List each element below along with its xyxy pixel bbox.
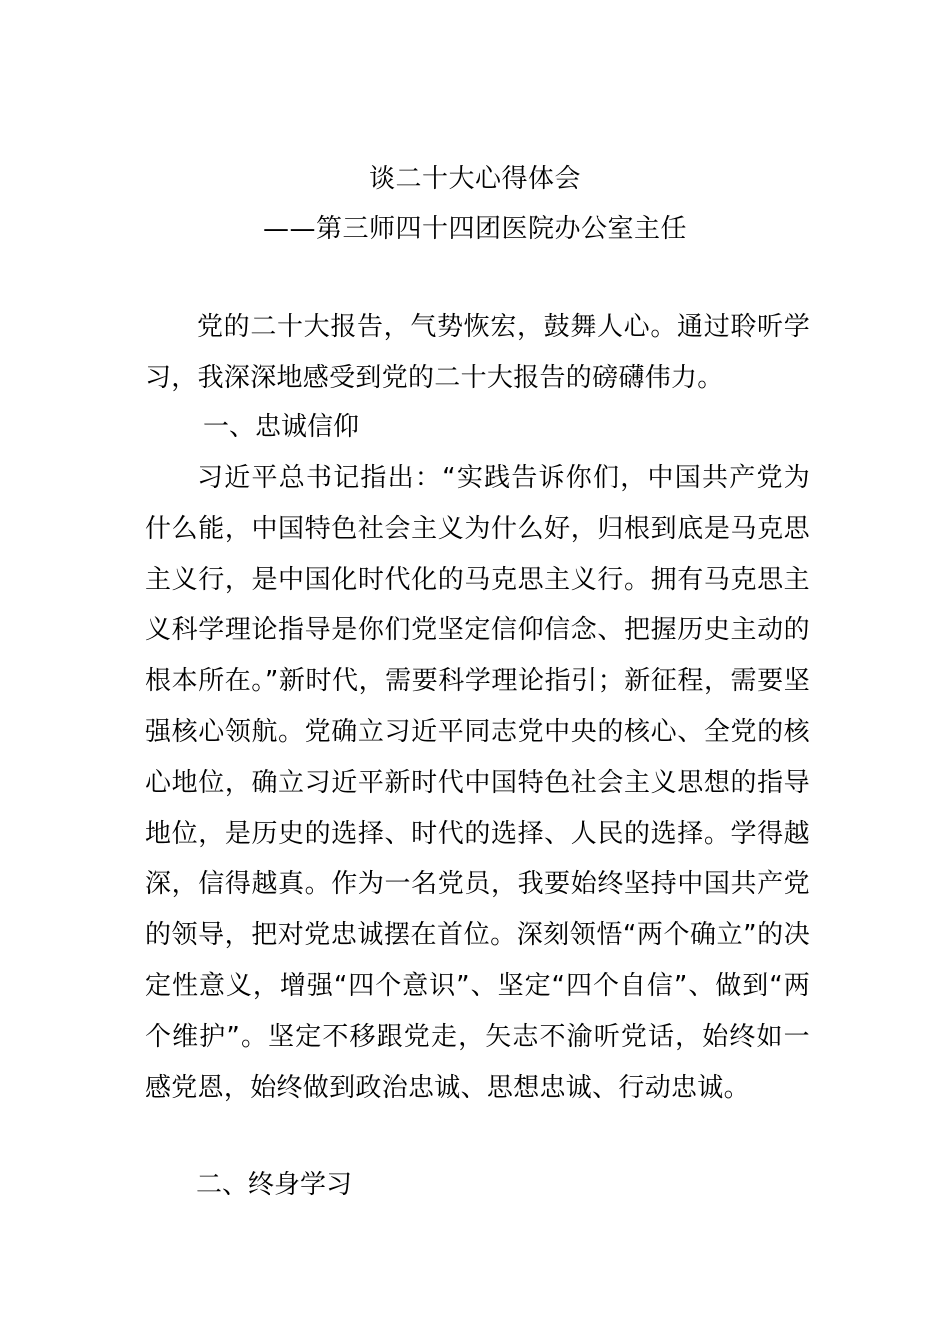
document-title: 谈二十大心得体会: [368, 164, 581, 194]
section-heading-loyal-faith: 一、忠诚信仰: [203, 412, 360, 442]
document-subtitle: ——第三师四十四团医院办公室主任: [262, 214, 687, 244]
paragraph-intro: 党的二十大报告，气势恢宏，鼓舞人心。通过聆听学习，我深深地感受到党的二十大报告的磅礴伟力。: [145, 312, 810, 393]
section-heading-lifelong-learning: 二、终身学习: [196, 1170, 353, 1200]
paragraph-loyal-faith: 习近平总书记指出：“实践告诉你们，中国共产党为什么能，中国特色社会主义为什么好，归根到底是马克思主义行，是中国化时代化的马克思主义行。拥有马克思主义科学理论指导是你们党坚定信仰信念、把握历史主动的根本所在。”新时代，需要科学理论指引；新征程，需要坚强核心领航。党确立习近平同志党中央的核心、全党的核心地位，确立习近平新时代中国特色社会主义思想的指导地位，是历史的选择、时代的选择、人民的选择。学得越深，信得越真。作为一名党员，我要始终坚持中国共产党的领导，把对党忠诚摆在首位。深刻领悟“两个确立”的决定性意义，增强“四个意识”、坚定“四个自信”、做到“两个维护”。坚定不移跟党走，矢志不渝听党话，始终如一感党恩，始终做到政治忠诚、思想忠诚、行动忠诚。: [145, 463, 810, 1103]
